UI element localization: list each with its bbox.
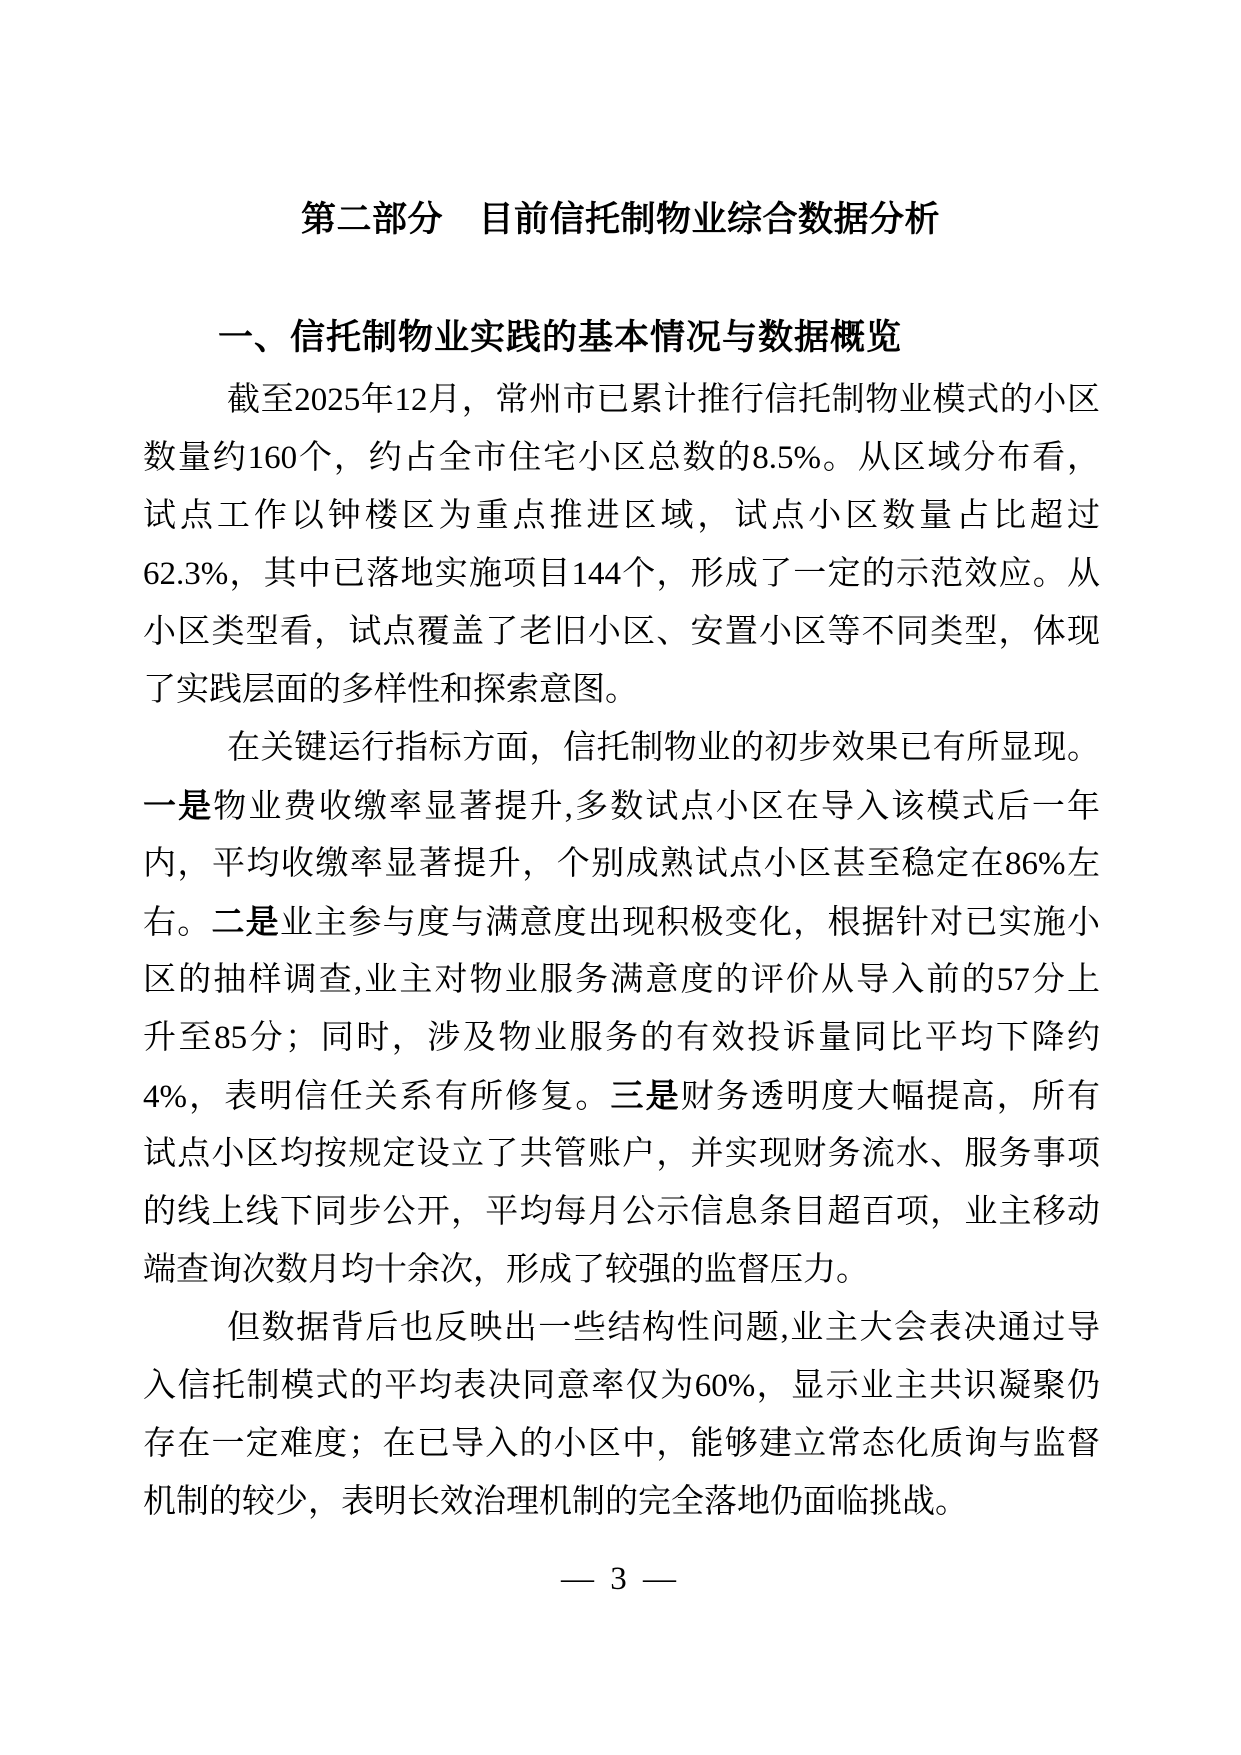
document-body (143, 371, 1100, 1531)
text-line (143, 1473, 1100, 1531)
text-run: 小区类型看，试点覆盖了老旧小区、安置小区等不同类型，体现 (143, 614, 1100, 650)
text-run: 了实践层面的多样性和探索意图。 (143, 672, 638, 708)
text-line (143, 661, 1100, 719)
text-line (143, 1125, 1100, 1183)
text-line (143, 603, 1100, 661)
document-title: 第二部分 目前信托制物业综合数据分析 (300, 200, 940, 239)
text-line (143, 1067, 1100, 1125)
text-run: 升至85分；同时，涉及物业服务的有效投诉量同比平均下降约 (143, 1020, 1100, 1056)
text-line (143, 429, 1100, 487)
text-run: 财务透明度大幅提高，所有 (680, 1079, 1101, 1115)
text-run: 试点小区均按规定设立了共管账户，并实现财务流水、服务事项 (143, 1136, 1100, 1172)
text-line (143, 545, 1100, 603)
text-run: 内，平均收缴率显著提升，个别成熟试点小区甚至稳定在86%左 (143, 846, 1100, 882)
bold-emphasis-run: 三是 (610, 1077, 681, 1114)
text-run: 截至2025年12月，常州市已累计推行信托制物业模式的小区 (227, 382, 1100, 418)
text-line (143, 487, 1100, 545)
text-line (143, 1009, 1100, 1067)
text-line (143, 777, 1100, 835)
text-line (143, 371, 1100, 429)
text-run: 端查询次数月均十余次，形成了较强的监督压力。 (143, 1252, 869, 1288)
text-run: 试点工作以钟楼区为重点推进区域，试点小区数量占比超过 (143, 498, 1100, 534)
text-line (143, 1241, 1100, 1299)
text-run: 但数据背后也反映出一些结构性问题,业主大会表决通过导 (227, 1310, 1100, 1346)
text-run: 区的抽样调查,业主对物业服务满意度的评价从导入前的57分上 (143, 962, 1100, 998)
section-heading: 一、信托制物业实践的基本情况与数据概览 (218, 318, 903, 357)
text-run: 机制的较少，表明长效治理机制的完全落地仍面临挑战。 (143, 1484, 968, 1520)
page-number: — 3 — (561, 1561, 680, 1597)
text-run: 数量约160个，约占全市住宅小区总数的8.5%。从区域分布看， (143, 440, 1100, 476)
text-line (143, 719, 1100, 777)
text-run: 4%，表明信任关系有所修复。 (143, 1079, 611, 1115)
text-run: 存在一定难度；在已导入的小区中，能够建立常态化质询与监督 (143, 1426, 1100, 1462)
text-line (143, 1299, 1100, 1357)
text-run: 在关键运行指标方面，信托制物业的初步效果已有所显现。 (227, 730, 1100, 766)
text-line (143, 1357, 1100, 1415)
text-run: 62.3%，其中已落地实施项目144个，形成了一定的示范效应。从 (143, 556, 1100, 592)
text-run: 入信托制模式的平均表决同意率仅为60%，显示业主共识凝聚仍 (143, 1368, 1100, 1404)
text-line (143, 893, 1100, 951)
text-line (143, 835, 1100, 893)
text-run: 右。 (143, 905, 212, 941)
text-line (143, 1183, 1100, 1241)
text-run: 的线上线下同步公开，平均每月公示信息条目超百项，业主移动 (143, 1194, 1100, 1230)
text-run: 业主参与度与满意度出现积极变化，根据针对已实施小 (279, 905, 1101, 941)
text-line (143, 951, 1100, 1009)
bold-emphasis-run: 二是 (211, 903, 280, 940)
bold-emphasis-run: 一是 (143, 787, 214, 824)
text-line (143, 1415, 1100, 1473)
text-run: 物业费收缴率显著提升,多数试点小区在导入该模式后一年 (213, 789, 1101, 825)
